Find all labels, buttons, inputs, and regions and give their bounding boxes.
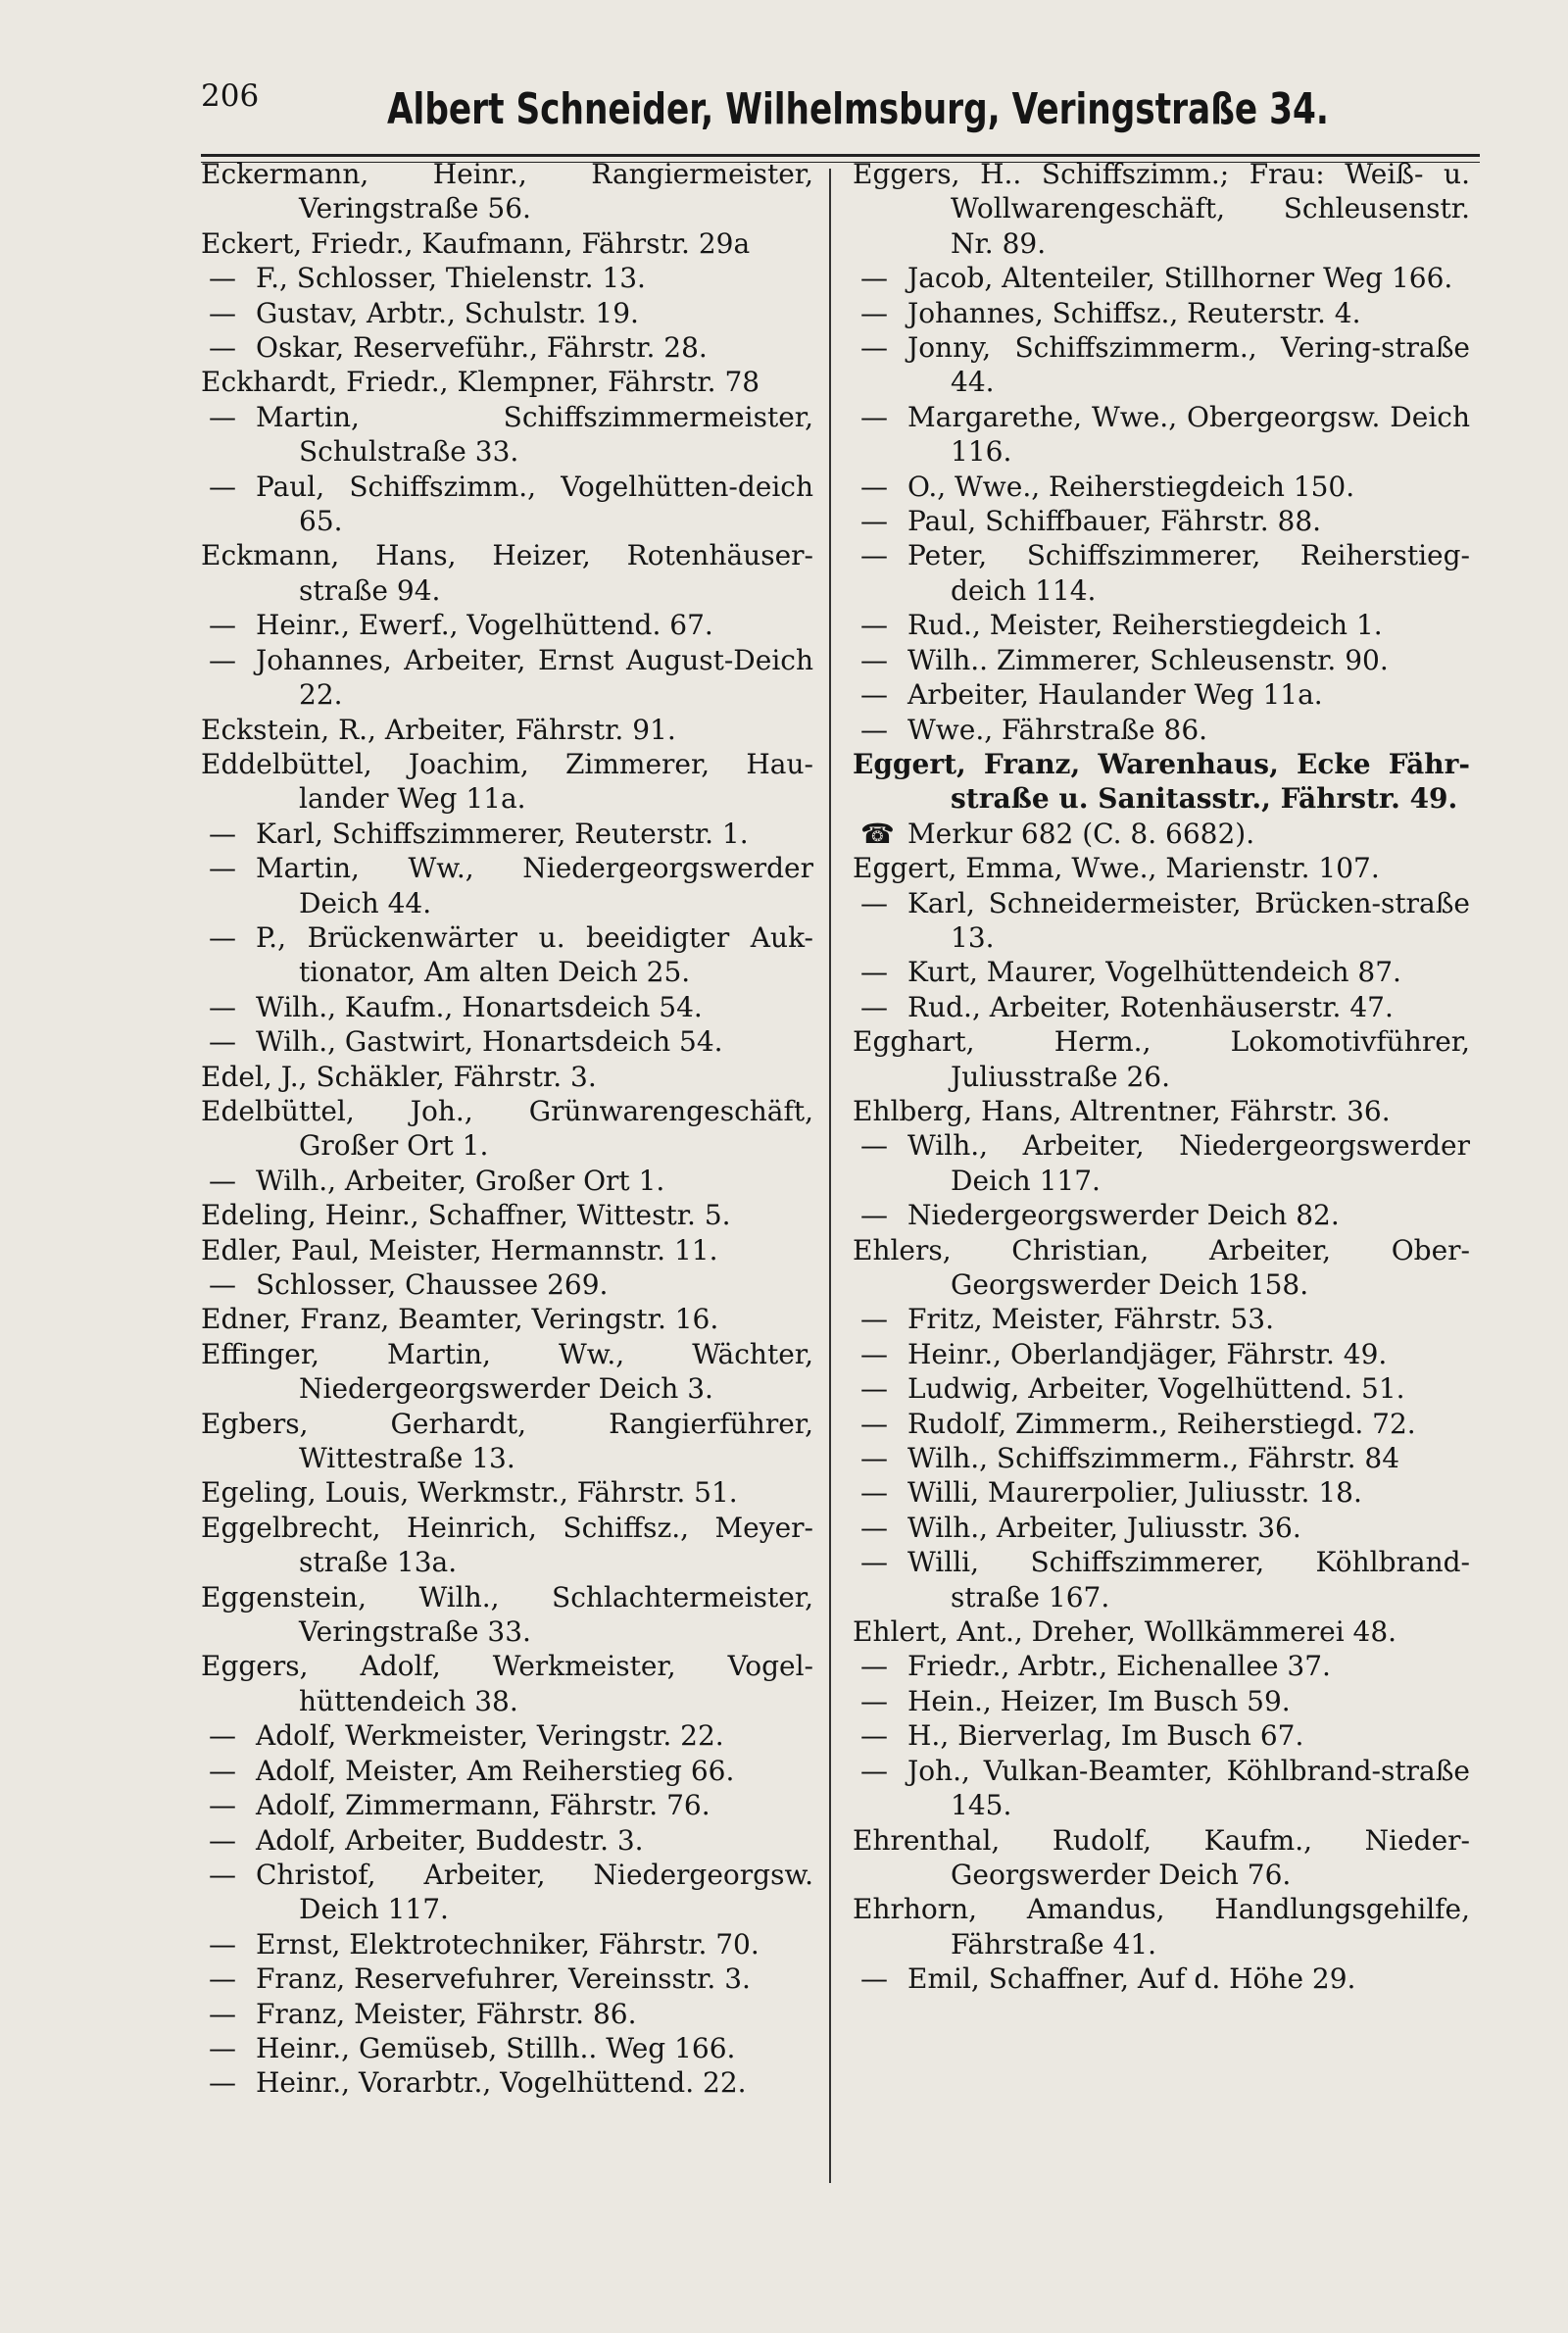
ditto-dash: — [209,817,236,850]
directory-entry [201,1302,813,1336]
directory-entry [853,1128,1470,1198]
entry-text: Wilh., Arbeiter, Niedergeorgswerder Deich 117. [907,1129,1470,1197]
entry-text: Ehlberg, Hans, Altrentner, Fährstr. 36. [853,1094,1391,1127]
entry-text: Edelbüttel, Joh., Grünwarengeschäft, Großer Ort 1. [201,1094,813,1163]
directory-entry [853,1371,1470,1406]
directory-entry [201,1788,813,1822]
entry-text: Edler, Paul, Meister, Hermannstr. 11. [201,1233,718,1266]
directory-entry [853,1511,1470,1545]
entry-text: Ludwig, Arbeiter, Vogelhüttend. 51. [907,1372,1405,1406]
entry-text: Adolf, Meister, Am Reiherstieg 66. [256,1754,735,1787]
entry-text: Jacob, Altenteiler, Stillhorner Weg 166. [907,262,1453,295]
directory-entry [853,1684,1470,1718]
entry-text: Rud., Meister, Reiherstiegdeich 1. [907,609,1383,642]
ditto-dash: — [209,1823,236,1857]
directory-entry [201,1337,813,1407]
directory-entry [853,1441,1470,1475]
entry-text: Ehlers, Christian, Arbeiter, Ober-Georgswerder Deich 158. [853,1233,1470,1301]
directory-entry [853,1337,1470,1371]
directory-entry [853,330,1470,400]
ditto-dash: — [209,1754,236,1787]
entry-text: Effinger, Martin, Ww., Wächter, Niedergeorgswerder Deich 3. [201,1337,813,1406]
entry-text: Christof, Arbeiter, Niedergeorgsw. Deich 117. [256,1858,813,1926]
left-column [201,157,813,2101]
entry-text: Joh., Vulkan-Beamter, Köhlbrand-straße 145. [907,1754,1470,1822]
entry-text: Peter, Schiffszimmerer, Reiherstieg-deich 114. [907,539,1470,607]
ditto-dash: — [209,331,236,365]
entry-text: Martin, Ww., Niedergeorgswerder Deich 44. [256,852,813,919]
directory-entry [201,1164,813,1198]
entry-text: Rud., Arbeiter, Rotenhäuserstr. 47. [907,990,1394,1023]
ditto-dash: — [860,1546,888,1579]
directory-entry [853,677,1470,712]
entry-text: Wilh., Schiffszimmerm., Fährstr. 84 [907,1442,1400,1475]
running-title: Albert Schneider, Wilhelmsburg, Veringstraße 34. [387,84,1329,134]
entry-text: Paul, Schiffbauer, Fährstr. 88. [907,505,1322,538]
entry-text: Wwe., Fährstraße 86. [907,713,1208,746]
ditto-dash: — [209,1164,236,1197]
entry-text: Heinr., Gemüseb, Stillh.. Weg 166. [256,2031,736,2064]
entry-text: Rudolf, Zimmerm., Reiherstiegd. 72. [907,1407,1416,1440]
entry-text: Schlosser, Chaussee 269. [256,1268,609,1301]
directory-entry [853,1718,1470,1753]
directory-entry [853,1198,1470,1232]
ditto-dash: — [860,400,888,433]
entry-text: Ehlert, Ant., Dreher, Wollkämmerei 48. [853,1615,1397,1649]
directory-entry [853,955,1470,989]
telephone-icon: ☎ [860,817,895,850]
directory-entry [201,1094,813,1164]
ditto-dash: — [209,470,236,503]
ditto-dash: — [209,2066,236,2100]
ditto-dash: — [209,2031,236,2064]
entry-text: Edel, J., Schäkler, Fährstr. 3. [201,1060,597,1093]
entry-text: Niedergeorgswerder Deich 82. [907,1199,1340,1232]
entry-text: Eddelbüttel, Joachim, Zimmerer, Hau-lander Weg 11a. [201,747,813,816]
entry-text: Wilh., Arbeiter, Juliusstr. 36. [907,1511,1301,1544]
ditto-dash: — [209,1719,236,1753]
directory-entry [201,1267,813,1302]
directory-entry [853,990,1470,1024]
ditto-dash: — [209,643,236,676]
entry-text: Eggers, H.. Schiffszimm.; Frau: Weiß- u. Wollwarengeschäft, Schleusenstr. Nr. 89. [853,158,1470,260]
directory-entry [201,1858,813,1927]
directory-entry [853,1233,1470,1303]
ditto-dash: — [860,1511,888,1544]
ditto-dash: — [860,643,888,676]
ditto-dash: — [209,609,236,642]
entry-text: Willi, Schiffszimmerer, Köhlbrand-straße 167. [907,1546,1470,1613]
ditto-dash: — [209,990,236,1023]
entry-text: Franz, Meister, Fährstr. 86. [256,1997,637,2030]
entry-text: Ernst, Elektrotechniker, Fährstr. 70. [256,1927,760,1961]
directory-entry [201,1060,813,1094]
entry-text: Adolf, Arbeiter, Buddestr. 3. [256,1823,644,1857]
ditto-dash: — [860,505,888,538]
entry-text: Eckmann, Hans, Heizer, Rotenhäuser-straße 94. [201,539,813,607]
directory-entry [853,538,1470,608]
entry-text: Wilh., Kaufm., Honartsdeich 54. [256,990,703,1023]
ditto-dash: — [209,1997,236,2030]
directory-entry [201,157,813,226]
ditto-dash: — [860,331,888,365]
ditto-dash: — [209,262,236,295]
directory-entry [853,1892,1470,1961]
ditto-dash: — [860,956,888,989]
entry-text: Heinr., Ewerf., Vogelhüttend. 67. [256,609,713,642]
entry-text: Ehrhorn, Amandus, Handlungsgehilfe, Fährstraße 41. [853,1893,1470,1961]
directory-entry [201,1580,813,1650]
directory-entry [201,1718,813,1753]
ditto-dash: — [209,296,236,329]
ditto-dash: — [860,1650,888,1683]
ditto-dash: — [209,920,236,954]
ditto-dash: — [209,1858,236,1891]
ditto-dash: — [860,678,888,712]
directory-entry [853,1614,1470,1649]
entry-text: Johannes, Schiffsz., Reuterstr. 4. [907,296,1361,329]
directory-entry [201,1407,813,1476]
entry-text: Hein., Heizer, Im Busch 59. [907,1684,1291,1717]
directory-entry [201,365,813,399]
ditto-dash: — [209,400,236,433]
ditto-dash: — [860,1442,888,1475]
directory-entry [201,1649,813,1718]
entry-text: Martin, Schiffszimmermeister, Schulstraße 33. [256,400,813,469]
right-column [853,157,1470,1997]
directory-entry [201,817,813,851]
directory-entry [853,643,1470,677]
entry-text: Johannes, Arbeiter, Ernst August-Deich 22. [256,643,813,712]
entry-text: Arbeiter, Haulander Weg 11a. [907,678,1323,712]
directory-entry [853,157,1470,261]
ditto-dash: — [860,1337,888,1370]
directory-entry [201,470,813,539]
entry-text: O., Wwe., Reiherstiegdeich 150. [907,470,1355,503]
ditto-dash: — [860,886,888,919]
entry-text: Egeling, Louis, Werkmstr., Fährstr. 51. [201,1476,738,1510]
ditto-dash: — [209,1025,236,1059]
entry-text: Eggert, Franz, Warenhaus, Ecke Fähr-straße u. Sanitasstr., Fährstr. 49. [853,747,1470,816]
entry-text: Heinr., Oberlandjäger, Fährstr. 49. [907,1337,1388,1370]
ditto-dash: — [860,1129,888,1163]
directory-entry [201,1233,813,1267]
entry-text: F., Schlosser, Thielenstr. 13. [256,262,646,295]
entry-text: Adolf, Werkmeister, Veringstr. 22. [256,1719,724,1753]
directory-entry [201,990,813,1024]
ditto-dash: — [209,1927,236,1961]
page-number: 206 [201,78,260,114]
directory-entry [201,1511,813,1580]
ditto-dash: — [860,713,888,746]
entry-text: Friedr., Arbtr., Eichenallee 37. [907,1650,1331,1683]
entry-text: Kurt, Maurer, Vogelhüttendeich 87. [907,956,1401,989]
directory-entry [201,713,813,747]
directory-entry [853,296,1470,330]
entry-text: Wilh., Gastwirt, Honartsdeich 54. [256,1025,723,1059]
directory-entry [853,608,1470,642]
entry-text: Edner, Franz, Beamter, Veringstr. 16. [201,1303,719,1336]
directory-entry [853,1475,1470,1510]
ditto-dash: — [860,262,888,295]
ditto-dash: — [860,1962,888,1996]
entry-text: Eckhardt, Friedr., Klempner, Fährstr. 78 [201,366,760,399]
entry-text: Egbers, Gerhardt, Rangierführer, Wittestraße 13. [201,1407,813,1475]
directory-entry [201,400,813,470]
directory-entry [201,2065,813,2100]
entry-text: Karl, Schneidermeister, Brücken-straße 13. [907,886,1470,954]
directory-entry [853,1302,1470,1336]
ditto-dash: — [860,470,888,503]
directory-entry [853,1649,1470,1683]
directory-entry [201,851,813,920]
directory-entry [853,1545,1470,1614]
ditto-dash: — [860,296,888,329]
directory-entry [201,261,813,295]
entry-text: P., Brückenwärter u. beeidigter Auk-tionator, Am alten Deich 25. [256,920,813,989]
entry-text: Margarethe, Wwe., Obergeorgsw. Deich 116. [907,400,1470,469]
ditto-dash: — [860,990,888,1023]
directory-entry [201,226,813,261]
directory-entry [201,538,813,608]
entry-text: Paul, Schiffszimm., Vogelhütten-deich 65. [256,470,813,538]
directory-entry [853,851,1470,885]
entry-text: Eggelbrecht, Heinrich, Schiffsz., Meyer-straße 13a. [201,1511,813,1579]
entry-text: Wilh., Arbeiter, Großer Ort 1. [256,1164,665,1197]
entry-text: Wilh.. Zimmerer, Schleusenstr. 90. [907,643,1389,676]
directory-entry [853,1094,1470,1128]
ditto-dash: — [209,1789,236,1822]
entry-text: Edeling, Heinr., Schaffner, Wittestr. 5. [201,1199,731,1232]
directory-entry [201,1475,813,1510]
directory-entry [201,1961,813,1996]
ditto-dash: — [209,1268,236,1301]
ditto-dash: — [860,1684,888,1717]
ditto-dash: — [860,1303,888,1336]
directory-entry [201,608,813,642]
entry-text: Merkur 682 (C. 8. 6682). [907,817,1255,850]
directory-entry [201,1823,813,1858]
directory-entry [201,296,813,330]
directory-entry [201,330,813,365]
entry-text: Karl, Schiffszimmerer, Reuterstr. 1. [256,817,749,850]
directory-entry [853,470,1470,504]
directory-entry [853,1961,1470,1996]
entry-text: Egghart, Herm., Lokomotivführer, Juliusstraße 26. [853,1025,1470,1093]
directory-entry [853,747,1470,817]
directory-entry [853,1823,1470,1893]
entry-text: Gustav, Arbtr., Schulstr. 19. [256,296,639,329]
entry-text: Eckstein, R., Arbeiter, Fährstr. 91. [201,713,676,746]
entry-text: Willi, Maurerpolier, Juliusstr. 18. [907,1476,1362,1510]
entry-text: H., Bierverlag, Im Busch 67. [907,1719,1304,1753]
directory-entry [201,1997,813,2031]
directory-entry [853,1754,1470,1823]
directory-entry [853,1024,1470,1094]
directory-entry [201,1927,813,1961]
directory-entry [201,2031,813,2065]
entry-text: Eckert, Friedr., Kaufmann, Fährstr. 29a [201,226,751,260]
directory-entry [201,1754,813,1788]
directory-entry [853,261,1470,295]
entry-text: Jonny, Schiffszimmerm., Vering-straße 44. [907,331,1470,399]
entry-text: Franz, Reservefuhrer, Vereinsstr. 3. [256,1962,751,1996]
entry-text: Heinr., Vorarbtr., Vogelhüttend. 22. [256,2066,747,2100]
ditto-dash: — [860,609,888,642]
entry-text: Adolf, Zimmermann, Fährstr. 76. [256,1789,710,1822]
entry-text: Oskar, Reserveführ., Fährstr. 28. [256,331,708,365]
ditto-dash: — [209,852,236,885]
entry-text: Fritz, Meister, Fährstr. 53. [907,1303,1274,1336]
entry-text: Eggenstein, Wilh., Schlachtermeister, Veringstraße 33. [201,1580,813,1649]
column-divider [829,169,831,2183]
directory-entry [201,920,813,990]
directory-entry [201,1024,813,1059]
ditto-dash: — [860,1407,888,1440]
directory-entry [853,817,1470,851]
ditto-dash: — [860,1719,888,1753]
entry-text: Eckermann, Heinr., Rangiermeister, Veringstraße 56. [201,158,813,225]
ditto-dash: — [860,1754,888,1787]
ditto-dash: — [860,1199,888,1232]
entry-text: Ehrenthal, Rudolf, Kaufm., Nieder-Georgswerder Deich 76. [853,1823,1470,1891]
directory-entry [201,747,813,817]
directory-entry [853,400,1470,470]
directory-entry [853,504,1470,538]
directory-entry [853,713,1470,747]
ditto-dash: — [860,1476,888,1510]
entry-text: Eggert, Emma, Wwe., Marienstr. 107. [853,852,1380,885]
entry-text: Emil, Schaffner, Auf d. Höhe 29. [907,1962,1356,1996]
entry-text: Eggers, Adolf, Werkmeister, Vogel-hüttendeich 38. [201,1650,813,1717]
directory-entry [201,643,813,713]
directory-entry [853,886,1470,956]
ditto-dash: — [209,1962,236,1996]
ditto-dash: — [860,539,888,572]
directory-entry [201,1198,813,1232]
ditto-dash: — [860,1372,888,1406]
directory-entry [853,1407,1470,1441]
